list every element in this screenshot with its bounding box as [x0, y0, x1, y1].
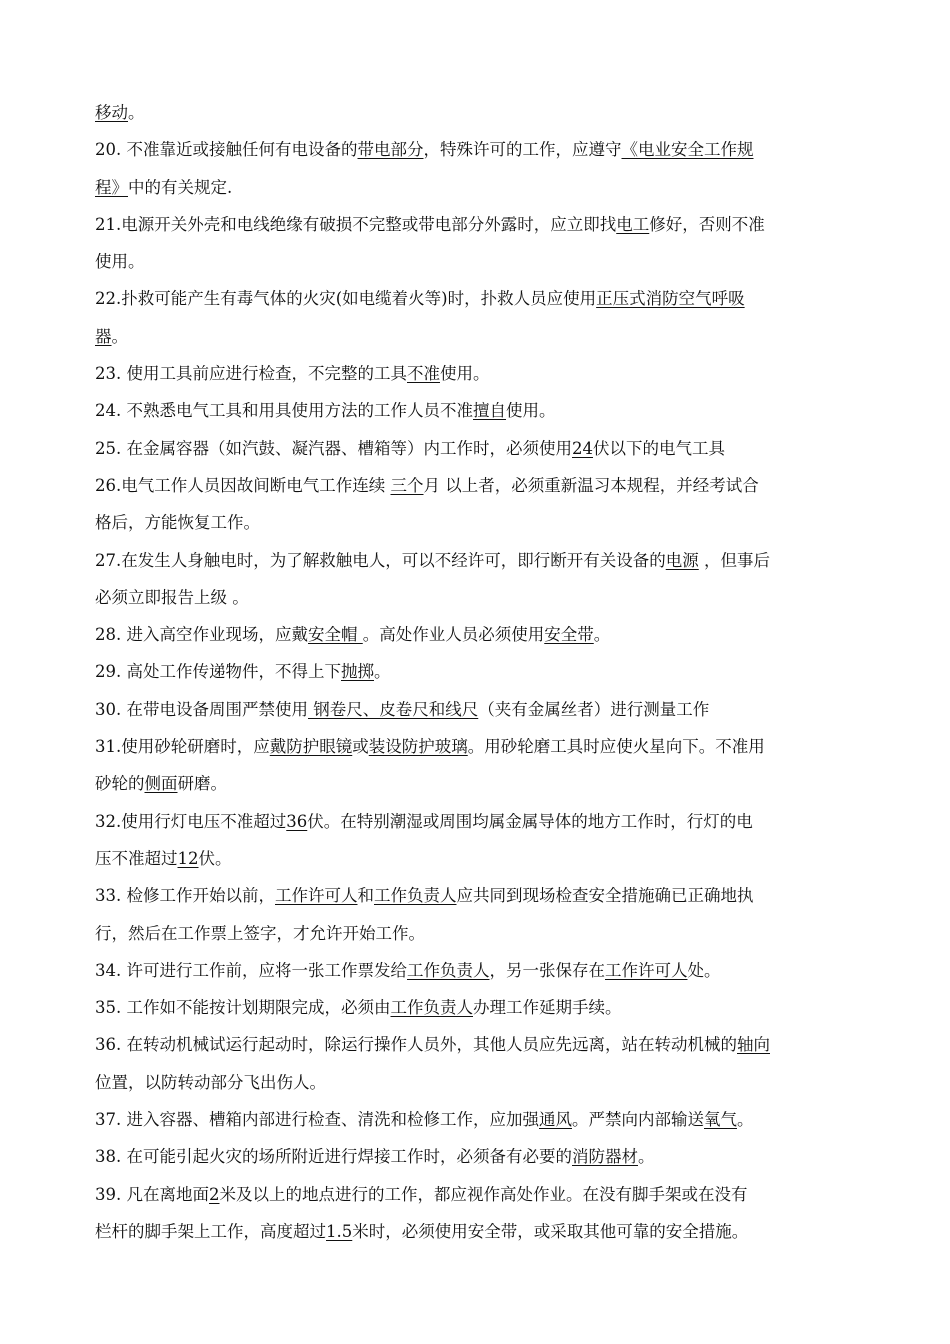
text-segment: 使用。	[506, 401, 556, 421]
text-line	[95, 355, 860, 392]
text-segment: 39. 凡在离地面	[95, 1184, 209, 1204]
text-segment: 和	[357, 886, 374, 906]
text-line	[95, 430, 860, 467]
text-segment: 。高处作业人员必须使用	[362, 625, 545, 645]
text-segment: 26.电气工作人员因故间断电气工作连续	[95, 475, 391, 495]
underlined-answer: 12	[177, 848, 199, 868]
text-segment: 33. 检修工作开始以前，	[95, 886, 275, 906]
text-segment: 35. 工作如不能按计划期限完成，必须由	[95, 998, 391, 1018]
text-segment: 办理工作延期手续。	[473, 998, 622, 1018]
text-segment: 38. 在可能引起火灾的场所附近进行焊接工作时，必须备有必要的	[95, 1147, 572, 1167]
text-line	[95, 1176, 860, 1213]
underlined-answer: 36	[286, 811, 308, 831]
text-segment: 使用。	[440, 364, 490, 384]
text-segment: 中的有关规定.	[128, 177, 233, 197]
text-segment: 20. 不准靠近或接触任何有电设备的	[95, 140, 358, 160]
underlined-answer: 侧面	[144, 774, 178, 794]
text-segment: 应共同到现场检查安全措施确已正确地执	[456, 886, 754, 906]
underlined-answer: 器	[95, 326, 112, 346]
text-segment: 。	[593, 625, 611, 645]
text-segment: 。	[638, 1147, 655, 1167]
underlined-answer: 不准	[407, 364, 440, 384]
text-line	[95, 131, 860, 168]
text-segment: 24. 不熟悉电气工具和用具使用方法的工作人员不准	[95, 401, 473, 421]
underlined-answer: 正压式消防空气呼吸	[596, 289, 745, 309]
text-segment: 必须立即报告上级 。	[95, 587, 249, 607]
text-segment: 23. 使用工具前应进行检查，不完整的工具	[95, 364, 407, 384]
underlined-answer: 工作许可人	[605, 960, 688, 980]
underlined-answer: 装设防护玻璃	[368, 737, 468, 757]
text-segment: 27.在发生人身触电时，为了解救触电人，可以不经许可，即行断开有关设备的	[95, 550, 666, 570]
text-segment: 22.扑救可能产生有毒气体的火灾(如电缆着火等)时，扑救人员应使用	[95, 289, 597, 309]
text-segment: 或	[352, 737, 369, 757]
text-segment: 31.使用砂轮研磨时，应	[95, 737, 270, 757]
underlined-answer: 安全带	[544, 625, 594, 645]
text-segment: 使用。	[95, 252, 145, 272]
text-segment: 30. 在带电设备周围严禁使用	[95, 699, 308, 719]
text-segment: 研磨。	[177, 774, 227, 794]
text-line	[95, 803, 860, 840]
underlined-answer: 《电业安全工作规	[621, 140, 754, 160]
underlined-answer: 24	[572, 438, 593, 458]
text-line	[95, 1064, 860, 1101]
text-segment: 。	[111, 326, 128, 346]
text-segment: 34. 许可进行工作前，应将一张工作票发给	[95, 960, 407, 980]
underlined-answer: 轴向	[737, 1035, 770, 1055]
underlined-answer: 钢卷尺、皮卷尺和线尺	[308, 699, 479, 719]
underlined-answer: 消防器材	[572, 1147, 638, 1167]
text-line	[95, 169, 860, 206]
text-segment: 行，然后在工作票上签字，才允许开始工作。	[95, 923, 425, 943]
underlined-answer: 带电部分	[357, 140, 424, 160]
text-line	[95, 728, 860, 765]
text-segment: ，特殊许可的工作，应遵守	[423, 140, 622, 160]
text-line	[95, 915, 860, 952]
document-page	[95, 94, 860, 1250]
underlined-answer: 抛掷	[341, 662, 374, 682]
text-line	[95, 1101, 860, 1138]
underlined-answer: 电工	[616, 214, 650, 234]
text-segment: 月 以上者，必须重新温习本规程，并经考试合	[423, 475, 759, 495]
text-segment: 37. 进入容器、槽箱内部进行检查、清洗和检修工作，应加强	[95, 1110, 539, 1130]
text-segment: 米时，必须使用安全带，或采取其他可靠的安全措施。	[352, 1221, 749, 1241]
text-segment: 米及以上的地点进行的工作，都应视作高处作业。在没有脚手架或在没有	[219, 1184, 748, 1204]
underlined-answer: 工作负责人	[407, 960, 490, 980]
text-line	[95, 1138, 860, 1175]
text-segment: ，但事后	[698, 550, 770, 570]
text-line	[95, 504, 860, 541]
underlined-answer: 电源	[665, 550, 699, 570]
underlined-answer: 安全帽	[308, 625, 363, 645]
text-line	[95, 579, 860, 616]
text-line	[95, 542, 860, 579]
underlined-answer: 工作负责人	[390, 998, 473, 1018]
underlined-answer: 氧气	[704, 1110, 737, 1130]
text-segment: 格后，方能恢复工作。	[95, 513, 260, 533]
underlined-answer: 程》	[95, 177, 128, 197]
underlined-answer: 2	[209, 1184, 220, 1204]
text-segment: 。	[128, 103, 145, 122]
text-segment: 修好，否则不准	[649, 214, 765, 234]
text-segment: 28. 进入高空作业现场，应戴	[95, 625, 308, 645]
text-line	[95, 1026, 860, 1063]
text-line	[95, 616, 860, 653]
underlined-answer: 戴防护眼镜	[269, 737, 353, 757]
underlined-answer: 移动	[95, 103, 128, 122]
text-segment: 。用砂轮磨工具时应使火星向下。不准用	[467, 737, 765, 757]
text-line	[95, 1213, 860, 1250]
underlined-answer: 三个	[390, 475, 424, 495]
text-segment: 位置，以防转动部分飞出伤人。	[95, 1072, 326, 1092]
text-segment: 伏。在特别潮湿或周围均属金属导体的地方工作时，行灯的电	[307, 811, 753, 831]
text-line	[95, 392, 860, 429]
underlined-answer: 1.5	[326, 1221, 353, 1241]
text-line	[95, 877, 860, 914]
text-segment: 29. 高处工作传递物件，不得上下	[95, 662, 341, 682]
text-segment: ，另一张保存在	[489, 960, 605, 980]
text-segment: 。	[737, 1110, 754, 1130]
underlined-answer: 工作负责人	[374, 886, 457, 906]
text-line	[95, 318, 860, 355]
text-line	[95, 280, 860, 317]
text-segment: 。严禁向内部输送	[572, 1110, 704, 1130]
text-segment: 21.电源开关外壳和电线绝缘有破损不完整或带电部分外露时，应立即找	[95, 214, 617, 234]
text-segment: （夹有金属丝者）进行测量工作	[478, 699, 710, 719]
text-line	[95, 989, 860, 1026]
text-line	[95, 691, 860, 728]
text-line	[95, 840, 860, 877]
underlined-answer: 擅自	[473, 401, 506, 421]
text-segment: 32.使用行灯电压不准超过	[95, 811, 287, 831]
text-line	[95, 94, 860, 131]
underlined-answer: 工作许可人	[275, 886, 358, 906]
text-segment: 伏。	[198, 848, 232, 868]
text-line	[95, 243, 860, 280]
text-segment: 伏以下的电气工具	[593, 438, 725, 458]
text-segment: 处。	[687, 960, 721, 980]
text-segment: 砂轮的	[95, 774, 145, 794]
text-line	[95, 467, 860, 504]
text-line	[95, 653, 860, 690]
text-segment: 。	[374, 662, 391, 682]
text-line	[95, 206, 860, 243]
text-segment: 25. 在金属容器（如汽鼓、凝汽器、槽箱等）内工作时，必须使用	[95, 438, 572, 458]
text-segment: 压不准超过	[95, 848, 178, 868]
text-line	[95, 765, 860, 802]
text-segment: 36. 在转动机械试运行起动时，除运行操作人员外，其他人员应先远离，站在转动机械的	[95, 1035, 737, 1055]
text-segment: 栏杆的脚手架上工作，高度超过	[95, 1221, 326, 1241]
underlined-answer: 通风	[539, 1110, 572, 1130]
text-line	[95, 952, 860, 989]
